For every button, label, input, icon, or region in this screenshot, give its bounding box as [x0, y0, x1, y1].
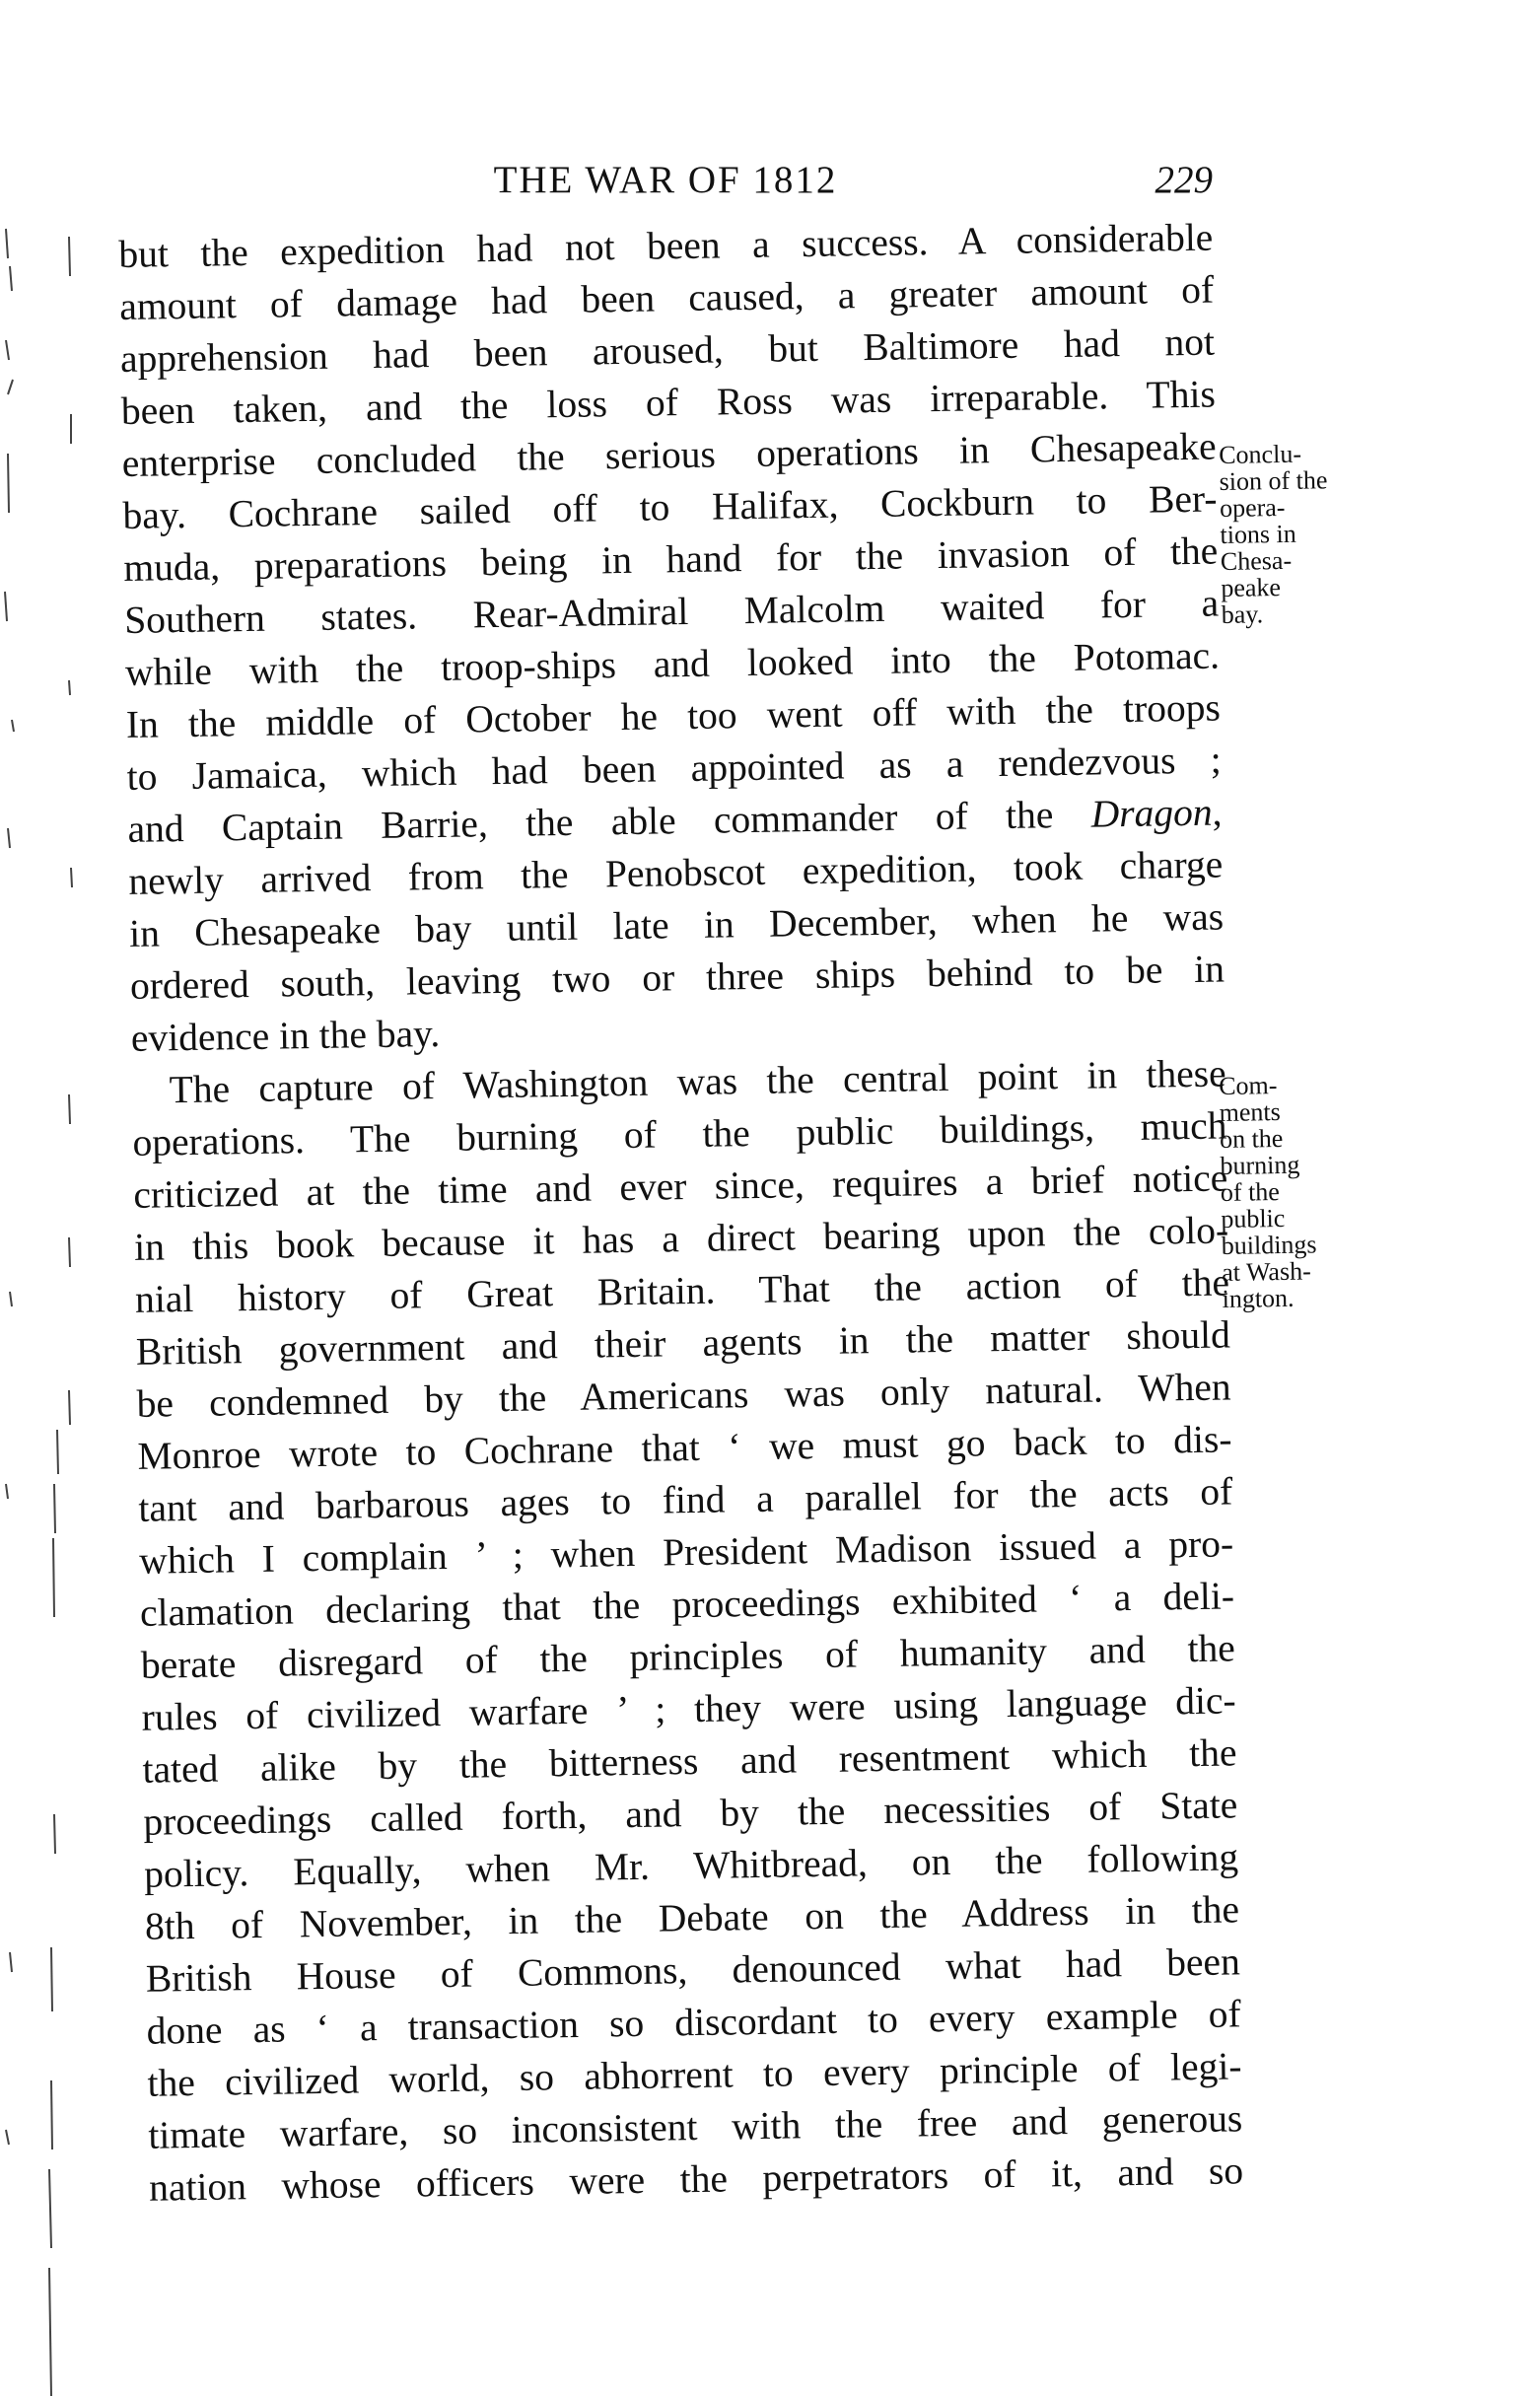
ship-name-comma: , — [1212, 790, 1223, 834]
body-line: operations. The burning of the public buildings, much — [132, 1103, 1227, 1164]
body-line: bay. Cochrane sailed off to Halifax, Cockburn to Ber- — [122, 476, 1218, 537]
body-line: apprehension had been aroused, but Baltimore had not — [119, 319, 1216, 381]
body-line: Southern states. Rear-Admiral Malcolm waited for a — [123, 581, 1220, 642]
margin-note-line: at Wash- — [1221, 1256, 1311, 1287]
body-line: newly arrived from the Penobscot expedition, took charge — [128, 842, 1224, 903]
margin-note-line: buildings — [1221, 1230, 1317, 1260]
body-line: nial history of Great Britain. That the action of the — [134, 1260, 1230, 1321]
body-line: berate disregard of the principles of humanity and the — [140, 1626, 1236, 1687]
body-line: The capture of Washington was the central point in these — [169, 1051, 1226, 1112]
margin-note-washington — [1219, 1070, 1390, 1312]
body-line: tated alike by the bitterness and resentment which the — [142, 1730, 1237, 1792]
body-line: which I complain ’ ; when President Madison issued a pro- — [138, 1521, 1234, 1583]
body-line: rules of civilized warfare ’ ; they were using language dic- — [141, 1678, 1236, 1739]
body-line: muda, preparations being in hand for the invasion of the — [123, 529, 1219, 590]
body-line: in Chesapeake bay until late in December, when he was — [128, 894, 1225, 955]
binding-edge-marks — [0, 0, 79, 2396]
body-line: British government and their agents in the matter should — [135, 1312, 1231, 1374]
margin-note-line: ington. — [1222, 1283, 1295, 1313]
body-line: criticized at the time and ever since, requires a brief notice — [133, 1156, 1228, 1217]
body-line: the civilized world, so abhorrent to every principle of legi- — [147, 2044, 1242, 2105]
body-text — [118, 212, 1244, 2260]
body-line: be condemned by the Americans was only natural. When — [136, 1365, 1231, 1426]
margin-note-line: Chesa- — [1220, 545, 1293, 576]
body-line: 8th of November, in the Debate on the Address in the — [144, 1887, 1240, 1948]
margin-note-line: of the — [1220, 1177, 1281, 1207]
margin-note-line: on the — [1219, 1123, 1284, 1154]
margin-note-chesapeake — [1219, 439, 1389, 628]
body-line: amount of damage had been caused, a greater amount of — [118, 267, 1215, 328]
margin-note-line: Com- — [1218, 1071, 1278, 1100]
margin-note-line: sion of the — [1219, 465, 1328, 496]
body-line: British House of Commons, denounced what had been — [145, 1939, 1241, 2001]
body-line: proceedings called forth, and by the necessities of State — [143, 1783, 1238, 1844]
body-line: clamation declaring that the proceedings exhibited ‘ a deli- — [139, 1574, 1235, 1635]
body-line: done as ‘ a transaction so discordant to every example of — [146, 1992, 1241, 2053]
margin-note-line: burning — [1220, 1150, 1300, 1180]
body-line: ordered south, leaving two or three ships behind to be in — [129, 947, 1225, 1008]
margin-note-line: Conclu- — [1218, 439, 1302, 469]
margin-note-line: ments — [1219, 1097, 1281, 1127]
running-title: THE WAR OF 1812 — [493, 159, 838, 201]
body-line: to Jamaica, which had been appointed as a rendezvous ; — [126, 738, 1222, 799]
body-line-text: and Captain Barrie, the able commander of the — [127, 792, 1092, 851]
margin-note-line: peake — [1221, 573, 1282, 602]
margin-note-line: bay. — [1221, 599, 1264, 629]
body-line: enterprise concluded the serious operations in Chesapeake — [121, 424, 1217, 485]
margin-note-line: opera- — [1219, 492, 1286, 523]
running-head — [118, 158, 1213, 207]
margin-note-line: tions in — [1220, 519, 1296, 549]
body-line: but the expedition had not been a success. A considerable — [118, 215, 1214, 276]
ship-name: Dragon — [1090, 790, 1213, 836]
body-line: policy. Equally, when Mr. Whitbread, on the following — [143, 1835, 1239, 1896]
body-line: tant and barbarous ages to find a parallel for the acts of — [138, 1469, 1233, 1530]
body-line: In the middle of October he too went off with the troops — [125, 685, 1222, 746]
body-line: timate warfare, so inconsistent with the free and generous — [148, 2096, 1243, 2157]
body-line: while with the troop-ships and looked into the Potomac. — [124, 633, 1221, 694]
body-line: in this book because it has a direct bearing upon the colo- — [133, 1208, 1229, 1269]
body-line: nation whose officers were the perpetrators of it, and so — [148, 2149, 1244, 2210]
page-number: 229 — [1155, 159, 1213, 201]
body-line: Monroe wrote to Cochrane that ‘ we must go back to dis- — [137, 1417, 1232, 1478]
margin-note-line: public — [1221, 1203, 1286, 1233]
body-line: been taken, and the loss of Ross was irreparable. This — [120, 372, 1217, 433]
body-line: evidence in the bay. — [130, 1011, 441, 1060]
